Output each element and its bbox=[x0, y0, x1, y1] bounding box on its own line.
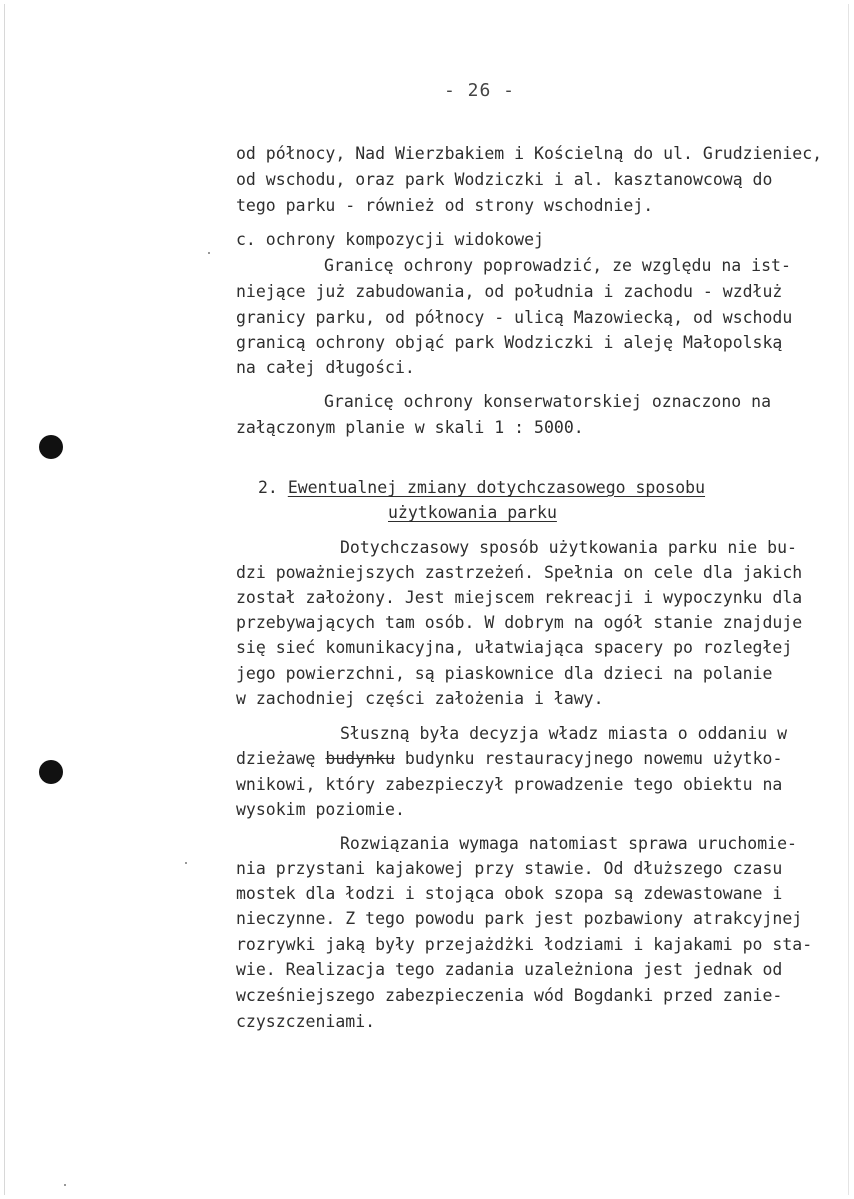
text-fragment: budynku restauracyjnego nowemu użytko- bbox=[394, 749, 783, 768]
text-line-with-correction bbox=[236, 749, 782, 769]
struck-out-word: budynku bbox=[325, 749, 395, 768]
section-title-line: Ewentualnej zmiany dotychczasowego sposobu bbox=[287, 478, 706, 497]
text-line: się sieć komunikacyjna, ułatwiająca spacery po rozległej bbox=[236, 638, 793, 657]
text-line: czyszczeniami. bbox=[236, 1012, 376, 1031]
text-line: został założony. Jest miejscem rekreacji i wypoczynku dla bbox=[236, 588, 803, 607]
text-line: wysokim poziomie. bbox=[236, 800, 405, 819]
section-heading-continued bbox=[388, 503, 557, 523]
text-line: dzi poważniejszych zastrzeżeń. Spełnia on cele dla jakich bbox=[236, 563, 803, 582]
text-line: nia przystani kajakowej przy stawie. Od dłuższego czasu bbox=[236, 859, 783, 878]
text-line: Granicę ochrony konserwatorskiej oznaczono na bbox=[324, 392, 772, 411]
text-line: w zachodniej części założenia i ławy. bbox=[236, 689, 604, 708]
paper-speck bbox=[208, 252, 210, 254]
text-line: załączonym planie w skali 1 : 5000. bbox=[236, 418, 584, 437]
text-line: przebywających tam osób. W dobrym na ogół stanie znajduje bbox=[236, 613, 803, 632]
text-line: od wschodu, oraz park Wodziczki i al. kasztanowcową do bbox=[236, 170, 773, 189]
text-line: mostek dla łodzi i stojąca obok szopa są zdewastowane i bbox=[236, 884, 783, 903]
text-line: wnikowi, który zabezpieczył prowadzenie tego obiektu na bbox=[236, 775, 783, 794]
text-fragment: dzieżawę bbox=[236, 749, 326, 768]
section-number: 2. bbox=[258, 478, 278, 497]
section-title-line: użytkowania parku bbox=[388, 503, 557, 522]
text-line: jego powierzchni, są piaskownice dla dzieci na polanie bbox=[236, 664, 773, 683]
text-line: od północy, Nad Wierzbakiem i Kościelną do ul. Grudzieniec, bbox=[236, 144, 823, 163]
text-line: wcześniejszego zabezpieczenia wód Bogdanki przed zanie- bbox=[236, 986, 783, 1005]
punch-hole-bottom bbox=[39, 760, 63, 784]
subsection-heading: c. ochrony kompozycji widokowej bbox=[236, 230, 544, 249]
text-line: nieczynne. Z tego powodu park jest pozbawiony atrakcyjnej bbox=[236, 909, 803, 928]
text-line: Rozwiązania wymaga natomiast sprawa uruchomie- bbox=[340, 834, 797, 853]
paper-speck bbox=[64, 1184, 66, 1186]
text-line: wie. Realizacja tego zadania uzależniona jest jednak od bbox=[236, 960, 783, 979]
text-line: niejące już zabudowania, od południa i zachodu - wzdłuż bbox=[236, 282, 783, 301]
section-heading bbox=[258, 478, 705, 498]
text-line: Słuszną była decyzja władz miasta o oddaniu w bbox=[340, 724, 788, 743]
text-line: granicy parku, od północy - ulicą Mazowiecką, od wschodu bbox=[236, 308, 793, 327]
punch-hole-top bbox=[39, 435, 63, 459]
paper-speck bbox=[185, 862, 187, 864]
text-line: na całej długości. bbox=[236, 358, 415, 377]
text-line: tego parku - również od strony wschodniej. bbox=[236, 196, 654, 215]
page-number: - 26 - bbox=[444, 80, 516, 101]
text-line: rozrywki jaką były przejażdżki łodziami i kajakami po sta- bbox=[236, 935, 813, 954]
text-line: Dotychczasowy sposób użytkowania parku nie bu- bbox=[340, 538, 797, 557]
text-line: granicą ochrony objąć park Wodziczki i aleję Małopolską bbox=[236, 333, 783, 352]
text-line: Granicę ochrony poprowadzić, ze względu na ist- bbox=[324, 256, 791, 275]
